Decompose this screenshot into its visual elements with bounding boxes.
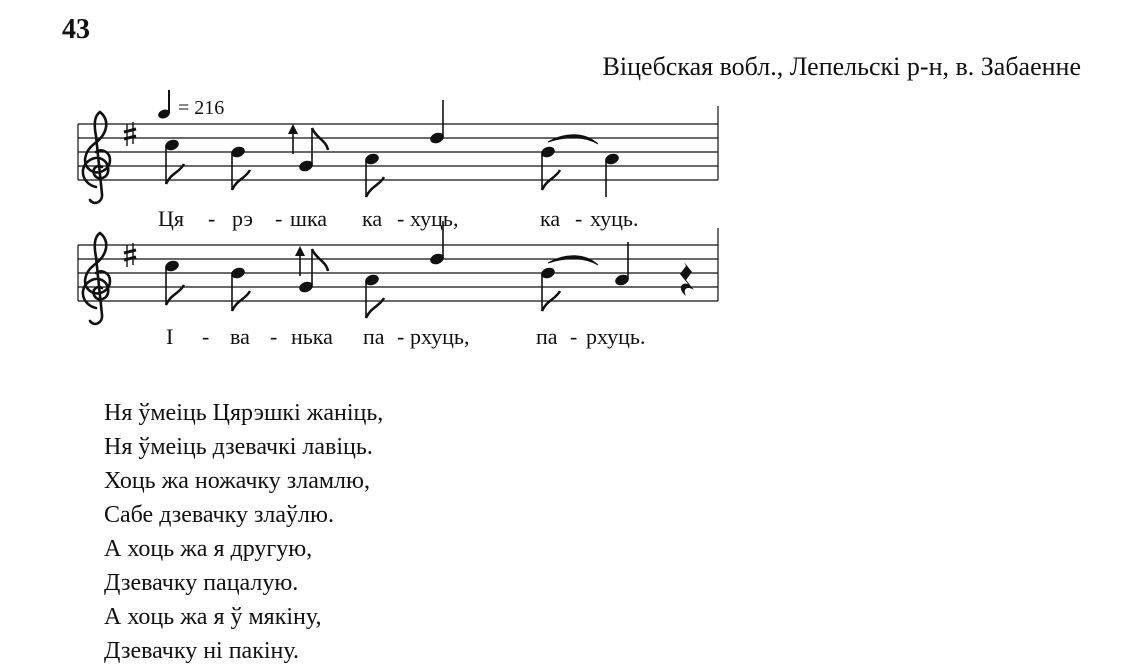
- lyric-syllable: шка: [290, 206, 328, 231]
- song-verses: [104, 396, 383, 668]
- note: [614, 242, 631, 287]
- verse-line: Хоць жа ножачку зламлю,: [104, 468, 370, 494]
- tempo-value: = 216: [178, 97, 225, 119]
- lyrics-line-2: [0, 324, 1133, 354]
- lyric-syllable: па: [363, 324, 385, 349]
- verse-line: Ня ўмеіць Цярэшкі жаніць,: [104, 400, 384, 426]
- song-source-location: Віцебская вобл., Лепельскі р-н, в. Забаенне: [602, 52, 1081, 81]
- verse-line: Дзевачку пацалую.: [104, 570, 299, 596]
- lyric-syllable: нька: [291, 324, 333, 349]
- lyric-hyphen: -: [275, 206, 283, 231]
- note: [429, 100, 446, 145]
- lyric-syllable: рэ: [232, 206, 253, 231]
- lyric-syllable: рхуць,: [410, 324, 470, 349]
- note: [164, 138, 184, 184]
- verse-line: А хоць жа я другую,: [104, 536, 313, 562]
- note: [604, 152, 621, 197]
- lyric-syllable: па: [536, 324, 558, 349]
- lyric-hyphen: -: [397, 324, 405, 349]
- lyric-hyphen: -: [575, 206, 583, 231]
- lyric-hyphen: -: [270, 324, 278, 349]
- note: [164, 259, 184, 305]
- verse-line: Сабе дзевачку злаўлю.: [104, 502, 334, 528]
- tempo-marking: [158, 88, 224, 120]
- treble-clef-icon: [83, 233, 110, 324]
- note: [364, 152, 384, 197]
- lyric-syllable: хуць,: [410, 206, 459, 231]
- note: [540, 135, 598, 190]
- lyric-hyphen: -: [570, 324, 578, 349]
- verse-line: Дзевачку ні пакіну.: [104, 638, 299, 664]
- lyric-syllable: хуць.: [590, 206, 639, 231]
- lyric-syllable: Ця: [158, 206, 185, 231]
- quarter-rest-icon: [680, 262, 694, 296]
- note: [230, 266, 250, 311]
- song-number: 43: [62, 14, 90, 45]
- lyric-syllable: ка: [362, 206, 383, 231]
- note: [230, 145, 250, 190]
- lyric-syllable: ва: [230, 324, 250, 349]
- quarter-note-icon: [158, 88, 176, 120]
- treble-clef-icon: [83, 112, 110, 203]
- verse-line: Ня ўмеіць дзевачкі лавіць.: [104, 434, 373, 460]
- lyric-syllable: рхуць.: [586, 324, 646, 349]
- note: [288, 124, 328, 173]
- lyric-hyphen: -: [202, 324, 210, 349]
- sharp-icon: [124, 243, 136, 267]
- lyric-hyphen: -: [208, 206, 216, 231]
- verse-line: А хоць жа я ў мякіну,: [104, 604, 322, 630]
- staff-system-2: [78, 221, 718, 324]
- sharp-icon: [124, 122, 136, 146]
- lyrics-line-1: [0, 206, 1133, 236]
- lyric-syllable: ка: [540, 206, 561, 231]
- note: [540, 256, 598, 311]
- note: [295, 246, 328, 294]
- lyric-hyphen: -: [397, 206, 405, 231]
- note: [364, 273, 384, 318]
- lyric-syllable: І: [166, 324, 174, 349]
